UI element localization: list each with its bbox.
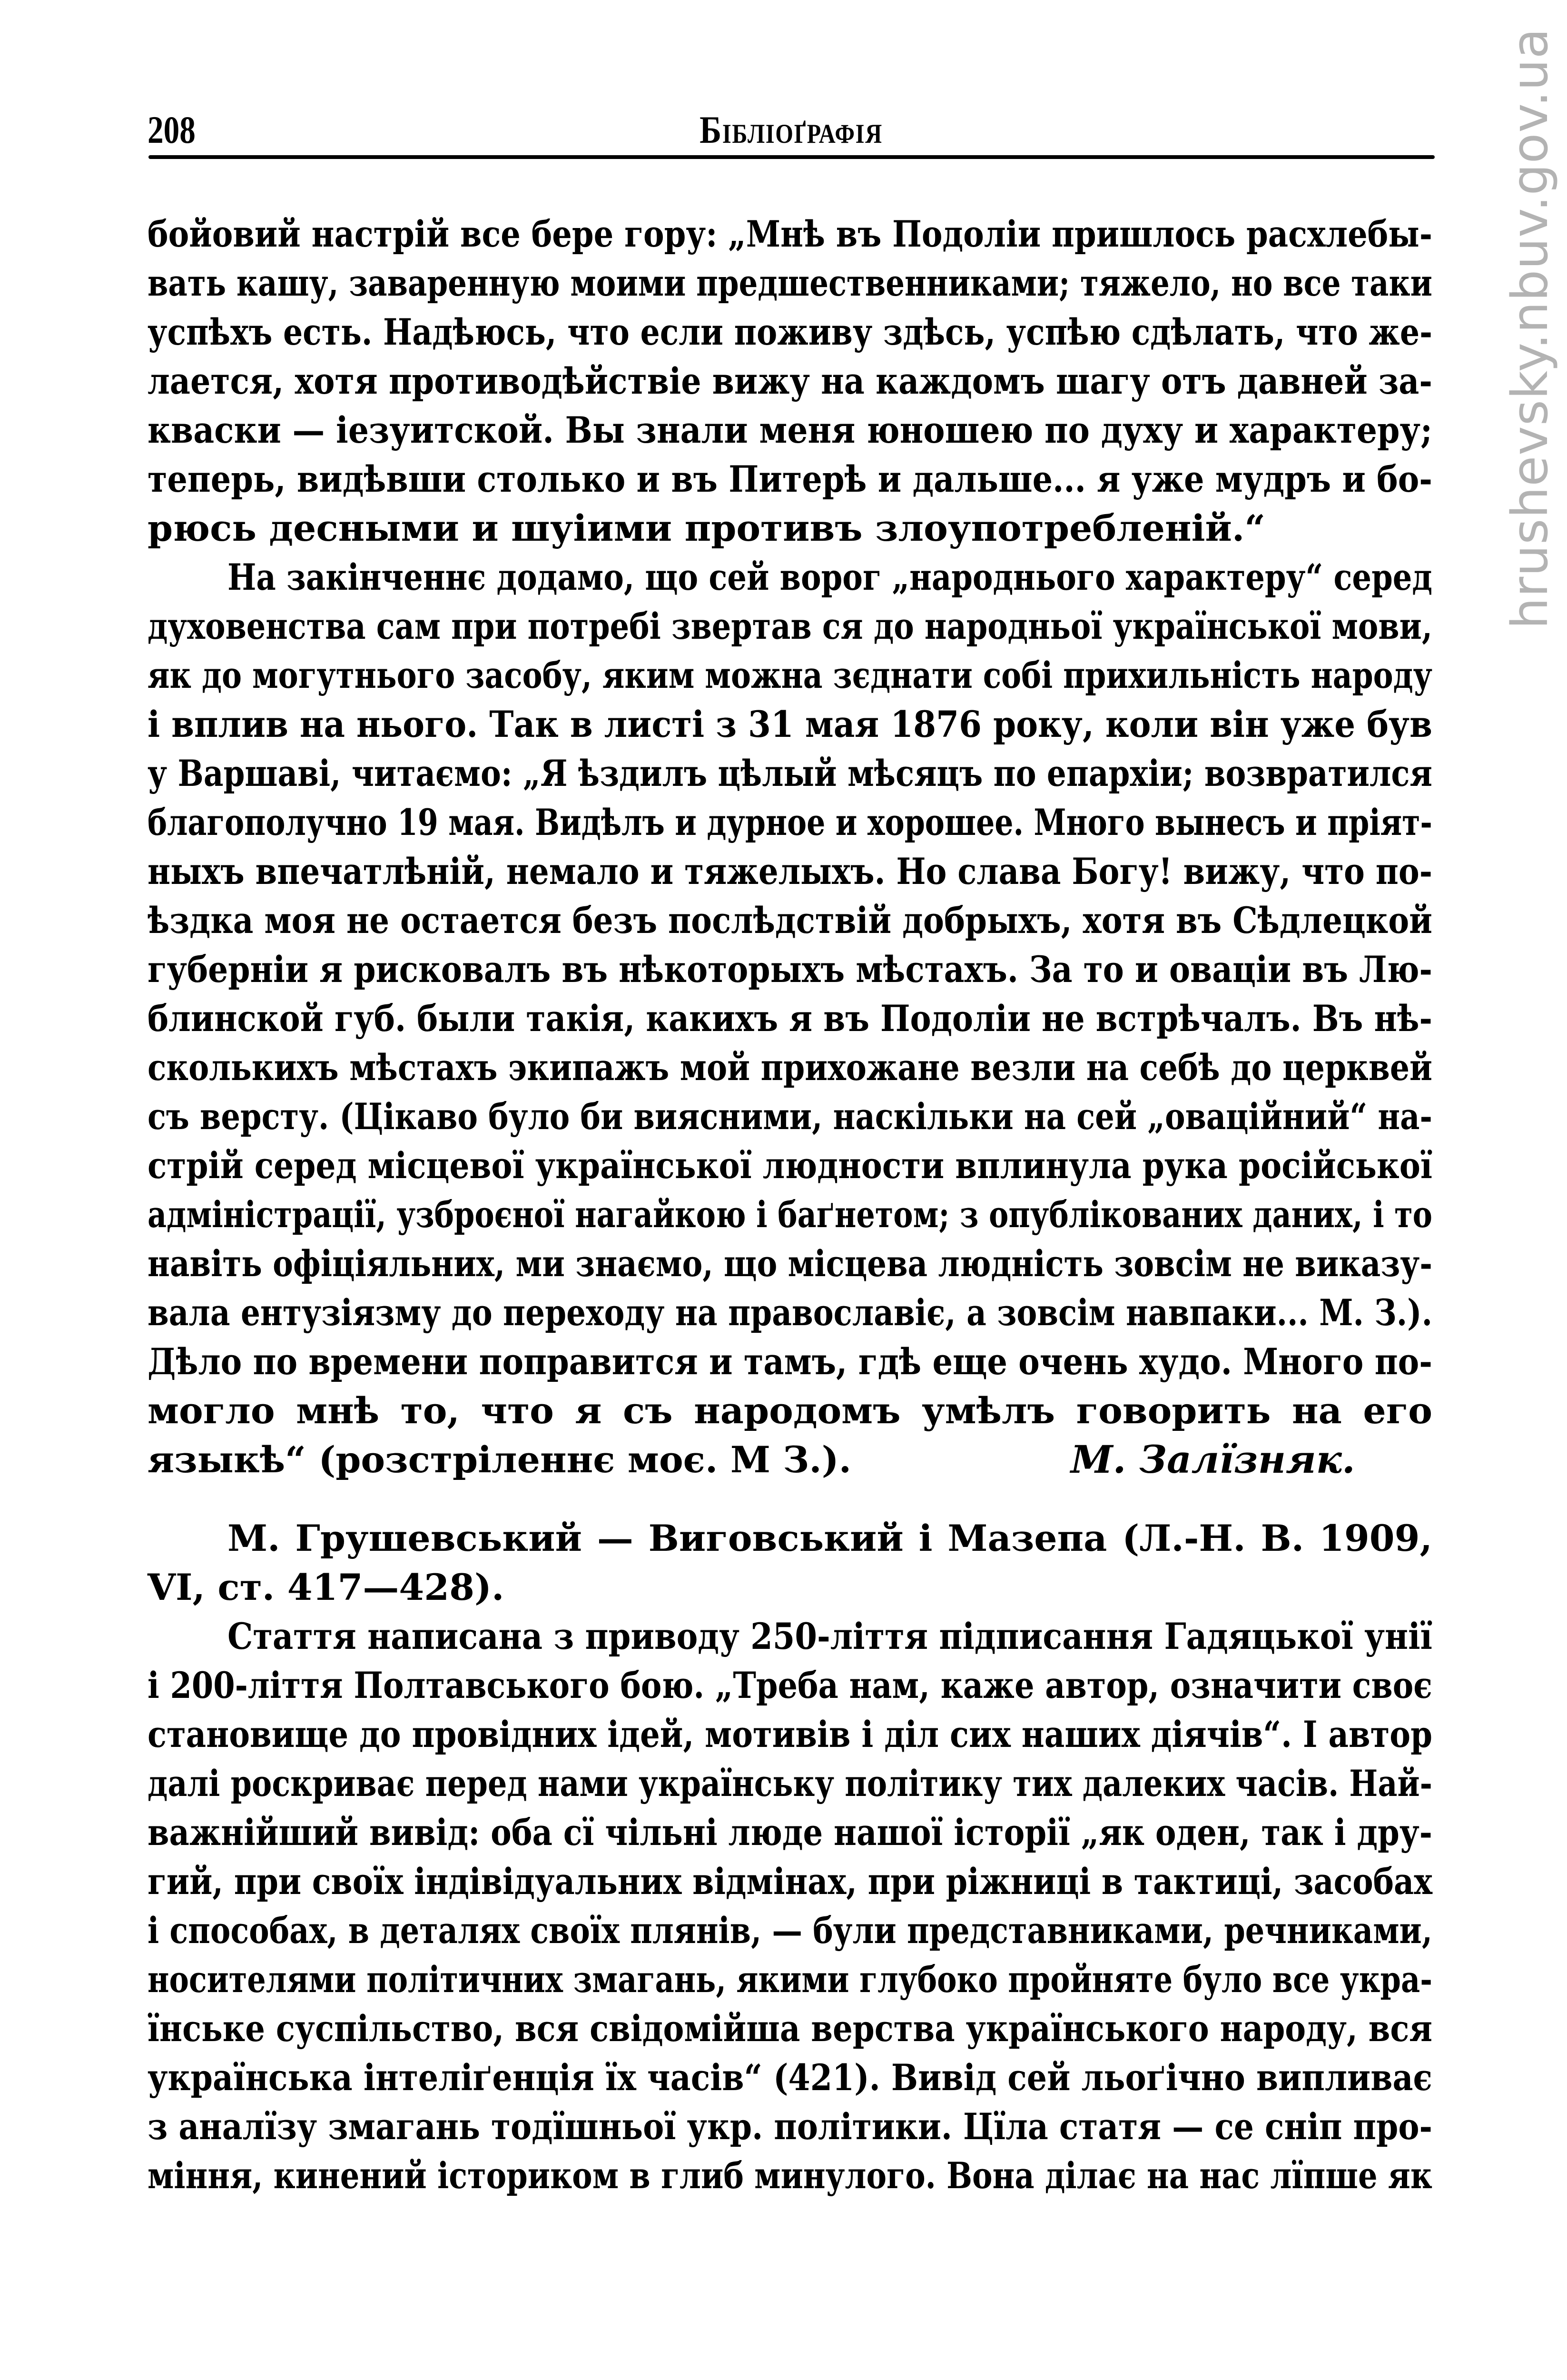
text-line: могло мнѣ то, что я съ народомъ умѣлъ говорить на его — [148, 1389, 1432, 1432]
text-line: їнське суспільство, вся свідомійша верства українського народу, вся — [148, 2007, 1432, 2050]
text-line: і вплив на нього. Так в листі з 31 мая 1876 року, коли він уже був — [148, 703, 1432, 745]
text-line: навіть офіціяльних, ми знаємо, що місцева людність зовсім не виказу- — [148, 1242, 1432, 1285]
watermark — [1501, 5, 1559, 652]
text-line: адміністрації, узброєної нагайкою і баґнетом; з опублікованих даних, і то — [148, 1193, 1432, 1236]
running-head — [148, 109, 1435, 151]
header-rule — [148, 155, 1435, 159]
text-line: вала ентузіязму до переходу на православіє, а зовсім навпаки... М. З.). — [148, 1291, 1432, 1334]
text-line: губерніи я рисковалъ въ нѣкоторыхъ мѣстахъ. За то и оваціи въ Лю- — [148, 948, 1432, 991]
review-heading-line: М. Грушевський — Виговський і Мазепа (Л.-Н. В. 1909, — [227, 1517, 1432, 1559]
text-line: і способах, в деталях своїх плянів, — були представниками, речниками, — [148, 1909, 1432, 1952]
watermark-text: hrushevsky.nbuv.gov.ua — [1501, 28, 1559, 629]
text-line: міння, кинений істориком в глиб минулого. Вона ділає на нас лїпше як — [148, 2154, 1432, 2197]
text-line: бойовий настрій все бере гору: „Мнѣ въ Подоліи пришлось расхлебы- — [148, 213, 1432, 255]
text-line: успѣхъ есть. Надѣюсь, что если поживу здѣсь, успѣю сдѣлать, что же- — [148, 311, 1432, 353]
review-heading-line: VI, ст. 417—428). — [148, 1566, 504, 1608]
text-line: як до могутнього засобу, яким можна зєднати собі прихильність народу — [148, 654, 1432, 696]
text-line: рюсь десными и шуіими противъ злоупотребленій.“ — [148, 507, 1266, 549]
text-line: кваски — іезуитской. Вы знали меня юношею по духу и характеру; — [148, 409, 1432, 451]
text-line: гий, при своїх індівідуальних відмінах, при ріжниці в тактиці, засобах — [148, 1860, 1432, 1903]
text-line: блинской губ. были такія, какихъ я въ Подоліи не встрѣчалъ. Въ нѣ- — [148, 997, 1432, 1040]
text-line: і 200-ліття Полтавського бою. „Треба нам, каже автор, означити своє — [148, 1664, 1432, 1706]
text-line: з аналїзу змагань тодїшньої укр. політики. Цїла статя — се сніп про- — [148, 2105, 1432, 2148]
section-title: Бібліоґрафія — [700, 108, 883, 151]
text-line: у Варшаві, читаємо: „Я ѣздилъ цѣлый мѣсяцъ по епархіи; возвратился — [148, 752, 1432, 794]
text-line: вать кашу, заваренную моими предшественниками; тяжело, но все таки — [148, 262, 1432, 304]
text-line: языкѣ“ (розстріленнє моє. М З.). — [148, 1438, 852, 1481]
text-line: сколькихъ мѣстахъ экипажъ мой прихожане везли на себѣ до церквей — [148, 1046, 1432, 1089]
text-line: теперь, видѣвши столько и въ Питерѣ и дальше... я уже мудръ и бо- — [148, 458, 1432, 500]
text-line: українська інтеліґенція їх часів“ (421). Вивід сей льоґічно випливає — [148, 2056, 1432, 2099]
text-line: благополучно 19 мая. Видѣлъ и дурное и хорошее. Много вынесъ и пріят- — [148, 801, 1432, 843]
text-line: ныхъ впечатлѣній, немало и тяжелыхъ. Но слава Богу! вижу, что по- — [148, 850, 1432, 892]
page-number: 208 — [148, 108, 196, 151]
paragraph-start-line: Стаття написана з приводу 250-ліття підписання Гадяцької унії — [227, 1615, 1432, 1657]
text-line: носителями політичних змагань, якими глубоко пройняте було все укра- — [148, 1958, 1432, 2001]
text-line: лается, хотя противодѣйствіе вижу на каждомъ шагу отъ давней за- — [148, 360, 1432, 402]
text-line: становище до провідних ідей, мотивів і діл сих наших діячів“. І автор — [148, 1713, 1432, 1755]
text-line: духовенства сам при потребі звертав ся до народньої української мови, — [148, 605, 1432, 647]
text-line: ѣздка моя не остается безъ послѣдствій добрыхъ, хотя въ Сѣдлецкой — [148, 899, 1432, 942]
text-line: далі роскриває перед нами українську політику тих далеких часів. Най- — [148, 1762, 1432, 1805]
text-line: стрій серед місцевої української людности вплинула рука російської — [148, 1144, 1432, 1187]
paragraph-start-line: На закінченнє додамо, що сей ворог „народнього характеру“ серед — [227, 556, 1432, 598]
review-signature: М. Залїзняк. — [1071, 1437, 1355, 1482]
text-line: съ версту. (Цікаво було би виясними, наскільки на сей „оваційний“ на- — [148, 1095, 1432, 1138]
text-line: важнійший вивід: оба сї чільні люде нашої історії „як оден, так і дру- — [148, 1811, 1432, 1854]
text-line: Дѣло по времени поправится и тамъ, гдѣ еще очень худо. Много по- — [148, 1340, 1432, 1383]
